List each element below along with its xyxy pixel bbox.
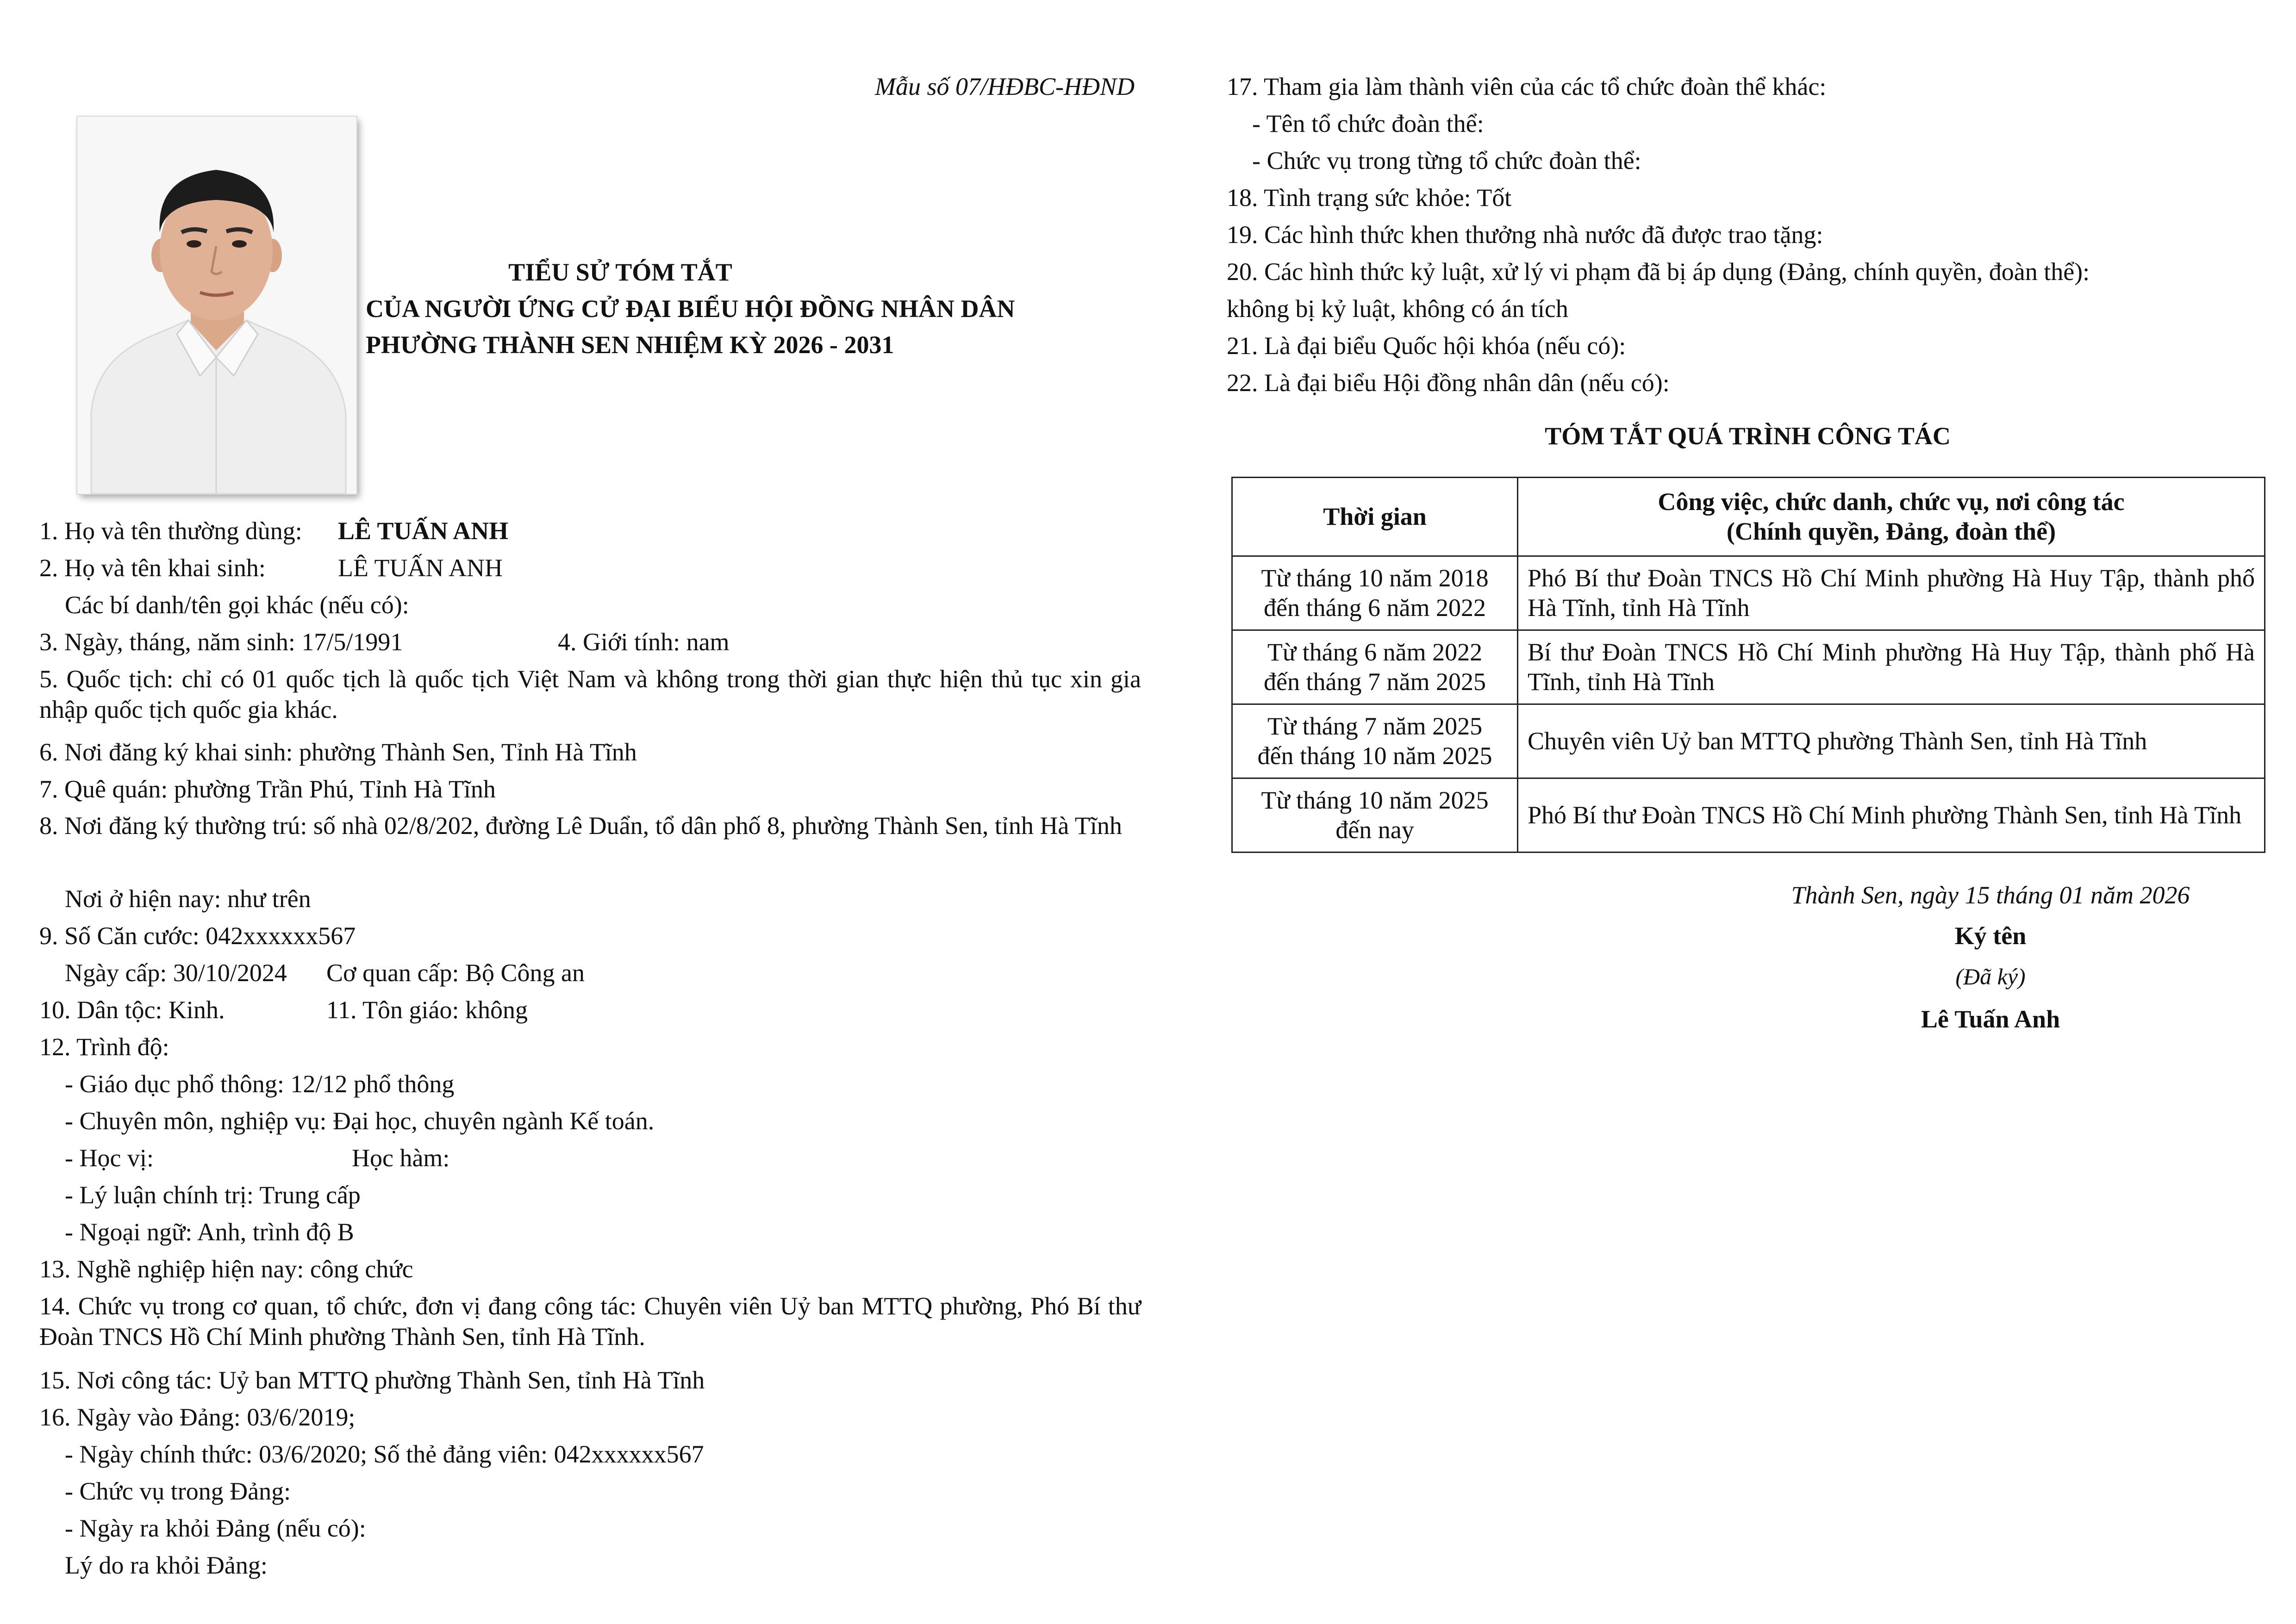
table-cell-description: Phó Bí thư Đoàn TNCS Hồ Chí Minh phường Hà Huy Tập, thành phố Hà Tĩnh, tỉnh Hà Tĩnh [1518, 556, 2265, 630]
candidate-photo [77, 117, 356, 494]
item-22-peoples-council: 22. Là đại biểu Hội đồng nhân dân (nếu có): [1227, 369, 1670, 397]
item-21-national-assembly: 21. Là đại biểu Quốc hội khóa (nếu có): [1227, 332, 1626, 360]
title-line-2: CỦA NGƯỜI ỨNG CỬ ĐẠI BIỂU HỘI ĐỒNG NHÂN DÂN [366, 295, 1015, 323]
signature-place-date: Thành Sen, ngày 15 tháng 01 năm 2026 [1791, 881, 2190, 909]
item-12-foreign-language: - Ngoại ngữ: Anh, trình độ B [65, 1218, 354, 1246]
table-header-row [1232, 478, 2265, 556]
item-11-religion: 11. Tôn giáo: không [326, 996, 528, 1024]
column-header-description-line-1: Công việc, chức danh, chức vụ, nơi công tác [1658, 487, 2125, 516]
item-16-leave-reason: Lý do ra khỏi Đảng: [65, 1551, 268, 1579]
signature-signed-note: (Đã ký) [1955, 964, 2026, 989]
item-16-party-position: - Chức vụ trong Đảng: [65, 1477, 291, 1505]
item-16-party-join-date: 16. Ngày vào Đảng: 03/6/2019; [39, 1403, 356, 1431]
item-1-label: 1. Họ và tên thường dùng: [39, 517, 302, 545]
title-line-1: TIỂU SỬ TÓM TẮT [508, 258, 732, 286]
person-portrait-icon [77, 117, 356, 494]
item-12-degree: - Học vị: [65, 1144, 154, 1172]
item-17-organizations: 17. Tham gia làm thành viên của các tổ chức đoàn thể khác: [1227, 73, 1827, 100]
item-7-hometown: 7. Quê quán: phường Trần Phú, Tỉnh Hà Tĩnh [39, 775, 496, 803]
table-row [1232, 704, 2265, 778]
table-row [1232, 556, 2265, 630]
signature-name: Lê Tuấn Anh [1921, 1005, 2060, 1033]
item-6-birth-registration: 6. Nơi đăng ký khai sinh: phường Thành Sen, Tỉnh Hà Tĩnh [39, 738, 637, 766]
item-17-org-position: - Chức vụ trong từng tổ chức đoàn thể: [1252, 147, 1641, 174]
item-12-academic-title: Học hàm: [352, 1144, 450, 1172]
time-from: Từ tháng 10 năm 2025 [1261, 786, 1489, 814]
table-cell-description: Phó Bí thư Đoàn TNCS Hồ Chí Minh phường Thành Sen, tỉnh Hà Tĩnh [1518, 778, 2265, 852]
item-8-residence: 8. Nơi đăng ký thường trú: số nhà 02/8/202, đường Lê Duẩn, tổ dân phố 8, phường Thành Sen, tỉnh Hà Tĩnh [39, 812, 1122, 840]
item-14-position: 14. Chức vụ trong cơ quan, tổ chức, đơn vị đang công tác: Chuyên viên Uỷ ban MTTQ phường, Phó Bí thư Đoàn TNCS Hồ Chí Minh phường Thành Sen, tỉnh Hà Tĩnh. [39, 1292, 1141, 1350]
item-20-discipline-value: không bị kỷ luật, không có án tích [1227, 295, 1568, 323]
table-cell-time [1232, 778, 1518, 852]
time-to: đến tháng 10 năm 2025 [1257, 741, 1492, 770]
time-to: đến tháng 6 năm 2022 [1264, 593, 1486, 622]
column-header-time: Thời gian [1232, 478, 1518, 556]
table-cell-time [1232, 556, 1518, 630]
item-2-aliases: Các bí danh/tên gọi khác (nếu có): [65, 591, 409, 619]
item-12-specialty: - Chuyên môn, nghiệp vụ: Đại học, chuyên ngành Kế toán. [65, 1107, 655, 1135]
item-1-value: LÊ TUẤN ANH [338, 517, 509, 545]
time-from: Từ tháng 7 năm 2025 [1267, 712, 1483, 740]
work-history-heading: TÓM TẮT QUÁ TRÌNH CÔNG TÁC [1545, 422, 1951, 450]
item-8-current-address: Nơi ở hiện nay: như trên [65, 885, 311, 913]
signature-label: Ký tên [1954, 922, 2027, 950]
item-12-general-education: - Giáo dục phổ thông: 12/12 phổ thông [65, 1070, 455, 1098]
column-header-description-line-2: (Chính quyền, Đảng, đoàn thể) [1726, 517, 2056, 545]
item-20-discipline: 20. Các hình thức kỷ luật, xử lý vi phạm đã bị áp dụng (Đảng, chính quyền, đoàn thể): [1227, 258, 2090, 286]
form-code: Mẫu số 07/HĐBC-HĐND [875, 73, 1135, 100]
table-row [1232, 778, 2265, 852]
item-9-id: 9. Số Căn cước: 042xxxxxx567 [39, 922, 356, 950]
time-from: Từ tháng 10 năm 2018 [1261, 564, 1489, 592]
time-to: đến nay [1335, 815, 1414, 844]
item-19-awards: 19. Các hình thức khen thưởng nhà nước đã được trao tặng: [1227, 221, 1823, 249]
item-12-education: 12. Trình độ: [39, 1033, 169, 1061]
time-from: Từ tháng 6 năm 2022 [1267, 638, 1483, 666]
work-history-table [1231, 477, 2265, 853]
item-18-health: 18. Tình trạng sức khỏe: Tốt [1227, 184, 1512, 212]
table-row [1232, 630, 2265, 704]
title-line-3: PHƯỜNG THÀNH SEN NHIỆM KỲ 2026 - 2031 [366, 331, 894, 359]
item-2-value: LÊ TUẤN ANH [338, 554, 503, 582]
item-2-label: 2. Họ và tên khai sinh: [39, 554, 266, 582]
item-17-org-name: - Tên tổ chức đoàn thể: [1252, 110, 1484, 137]
item-13-occupation: 13. Nghề nghiệp hiện nay: công chức [39, 1255, 413, 1283]
table-cell-time [1232, 630, 1518, 704]
item-9-issuing-agency: Cơ quan cấp: Bộ Công an [326, 959, 585, 987]
item-4-gender: 4. Giới tính: nam [558, 628, 730, 656]
item-15-workplace: 15. Nơi công tác: Uỷ ban MTTQ phường Thành Sen, tỉnh Hà Tĩnh [39, 1366, 705, 1394]
item-3-dob: 3. Ngày, tháng, năm sinh: 17/5/1991 [39, 628, 403, 656]
table-cell-description: Bí thư Đoàn TNCS Hồ Chí Minh phường Hà Huy Tập, thành phố Hà Tĩnh, tỉnh Hà Tĩnh [1518, 630, 2265, 704]
item-9-issue-date: Ngày cấp: 30/10/2024 [65, 959, 287, 987]
table-cell-description: Chuyên viên Uỷ ban MTTQ phường Thành Sen, tỉnh Hà Tĩnh [1518, 704, 2265, 778]
item-16-official-date: - Ngày chính thức: 03/6/2020; Số thẻ đảng viên: 042xxxxxx567 [65, 1440, 704, 1468]
column-header-description [1518, 478, 2265, 556]
item-16-leave-date: - Ngày ra khỏi Đảng (nếu có): [65, 1514, 366, 1542]
table-cell-time [1232, 704, 1518, 778]
item-10-ethnicity: 10. Dân tộc: Kinh. [39, 996, 225, 1024]
item-5-nationality: 5. Quốc tịch: chỉ có 01 quốc tịch là quốc tịch Việt Nam và không trong thời gian thực hiện thủ tục xin gia nhập quốc tịch quốc gia khác. [39, 665, 1141, 723]
time-to: đến tháng 7 năm 2025 [1264, 667, 1486, 696]
item-12-political-theory: - Lý luận chính trị: Trung cấp [65, 1181, 361, 1209]
